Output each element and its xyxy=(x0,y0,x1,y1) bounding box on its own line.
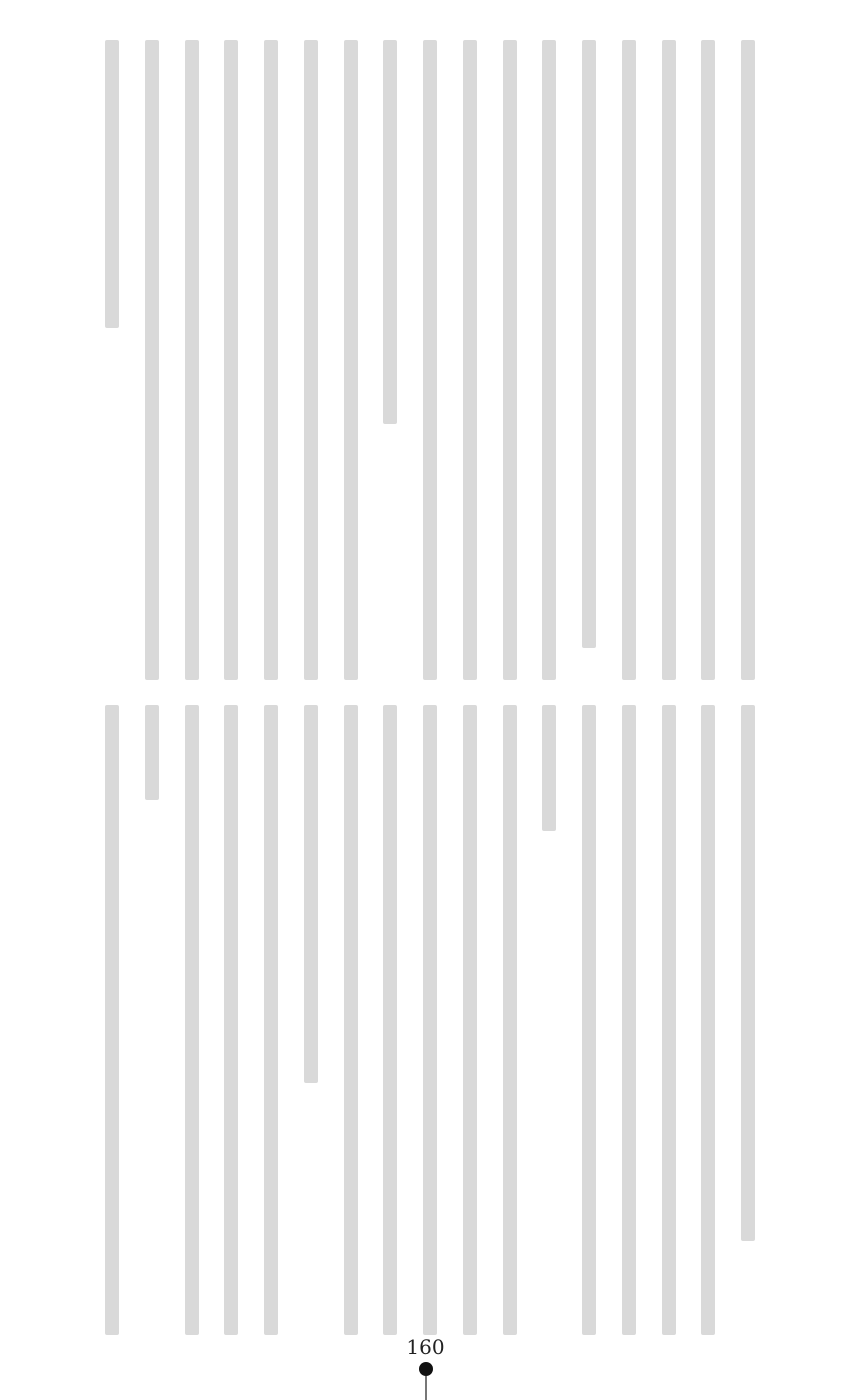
text-column-redacted xyxy=(582,40,596,648)
text-column-redacted xyxy=(423,705,437,1335)
text-column-redacted xyxy=(264,40,278,680)
page-number: 160 xyxy=(406,1335,445,1359)
text-column-redacted xyxy=(105,705,119,1335)
text-column-redacted xyxy=(304,40,318,680)
text-column-redacted xyxy=(423,40,437,680)
text-column-redacted xyxy=(185,40,199,680)
text-column-redacted xyxy=(145,705,159,800)
text-column-redacted xyxy=(224,705,238,1335)
text-column-redacted xyxy=(264,705,278,1335)
text-column-redacted xyxy=(741,40,755,680)
page-ornament-line xyxy=(425,1376,427,1400)
text-column-redacted xyxy=(344,40,358,680)
text-column-redacted xyxy=(582,705,596,1335)
text-block-bottom xyxy=(105,705,755,1335)
text-column-redacted xyxy=(145,40,159,680)
text-column-redacted xyxy=(701,40,715,680)
text-column-redacted xyxy=(105,40,119,328)
text-column-redacted xyxy=(503,40,517,680)
text-column-redacted xyxy=(542,705,556,831)
text-column-redacted xyxy=(463,40,477,680)
text-column-redacted xyxy=(383,40,397,424)
text-column-redacted xyxy=(622,705,636,1335)
text-column-redacted xyxy=(185,705,199,1335)
text-column-redacted xyxy=(224,40,238,680)
text-column-redacted xyxy=(662,40,676,680)
text-block-top xyxy=(105,40,755,680)
text-column-redacted xyxy=(662,705,676,1335)
text-column-redacted xyxy=(701,705,715,1335)
page-ornament-dot xyxy=(419,1362,433,1376)
text-column-redacted xyxy=(304,705,318,1083)
text-column-redacted xyxy=(503,705,517,1335)
text-column-redacted xyxy=(463,705,477,1335)
text-column-redacted xyxy=(741,705,755,1241)
text-column-redacted xyxy=(542,40,556,680)
text-column-redacted xyxy=(383,705,397,1335)
text-column-redacted xyxy=(344,705,358,1335)
text-column-redacted xyxy=(622,40,636,680)
